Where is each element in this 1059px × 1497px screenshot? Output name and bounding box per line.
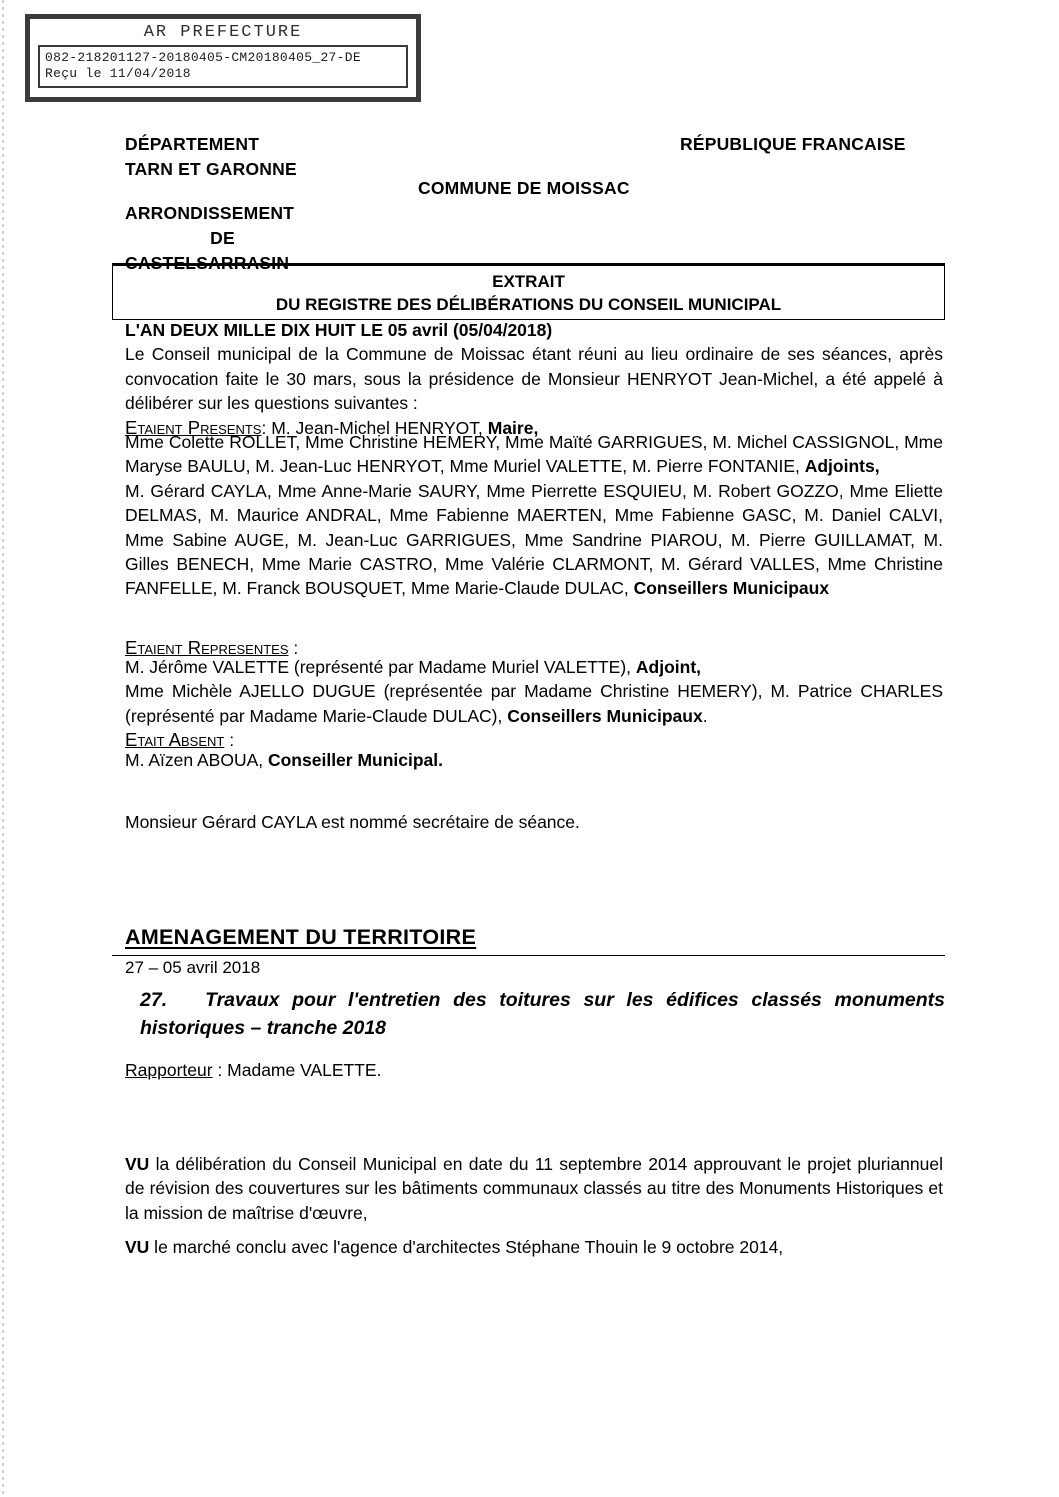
represented-label-suffix: : — [288, 638, 299, 658]
session-intro-text: Le Conseil municipal de la Commune de Moissac étant réuni au lieu ordinaire de ses séances, après convocation faite le 30 mars, sous la présidence de Monsieur HENRYOT Jean-Michel, a été appelé à délibérer sur les questions suivantes : — [125, 344, 943, 414]
present-councillors-names: M. Gérard CAYLA, Mme Anne-Marie SAURY, Mme Pierrette ESQUIEU, M. Robert GOZZO, Mme Eliette DELMAS, M. Maurice ANDRAL, Mme Fabienne MAERTEN, Mme Fabienne GASC, M. Daniel CALVI, Mme Sabine AUGE, M. Jean-Luc GARRIGUES, Mme Sandrine PIAROU, M. Pierre GUILLAMAT, M. Gilles BENECH, Mme Marie CASTRO, Mme Valérie CLARMONT, M. Gérard VALLES, Mme Christine FANFELLE, M. Franck BOUSQUET, Mme Marie-Claude DULAC, — [125, 480, 943, 599]
session-intro-block — [125, 318, 943, 440]
stamp-reference: 082-218201127-20180405-CM20180405_27-DE — [45, 50, 361, 65]
ar-prefecture-stamp — [25, 14, 421, 102]
absent-block — [125, 748, 943, 772]
represented-entry-2 — [125, 679, 943, 728]
commune-header: COMMUNE DE MOISSAC — [418, 178, 630, 198]
present-councillors-role: Conseillers Municipaux — [633, 578, 830, 599]
secretary-line: Monsieur Gérard CAYLA est nommé secrétaire de séance. — [125, 812, 580, 832]
resolution-vu-1 — [125, 1152, 943, 1225]
present-adjoints-paragraph — [125, 430, 943, 479]
republic-header: RÉPUBLIQUE FRANCAISE — [680, 134, 906, 154]
represented-block — [125, 655, 943, 728]
arrondissement-de: DE — [210, 228, 235, 248]
represented-entry-1 — [125, 655, 943, 679]
section-divider — [112, 955, 945, 956]
stamp-title: AR PREFECTURE — [143, 23, 303, 42]
represented-2-names: Mme Michèle AJELLO DUGUE (représentée par Madame Christine HEMERY), M. Patrice CHARLES (représenté par Madame Marie-Claude DULAC), — [125, 681, 943, 726]
attendees-block — [125, 430, 943, 601]
scan-edge-artifact — [2, 0, 4, 1497]
represented-label: Etaient Representes — [125, 637, 289, 658]
present-councillors-paragraph — [125, 479, 943, 601]
stamp-details — [38, 45, 408, 88]
present-adjoints-role: Adjoints, — [804, 456, 880, 477]
absent-name: M. Aïzen ABOUA, — [125, 750, 268, 770]
rapporteur-line — [125, 1060, 381, 1081]
arrondissement-label: ARRONDISSEMENT — [125, 203, 295, 223]
resolution-text: la délibération du Conseil Municipal en date du 11 septembre 2014 approuvant le projet pluriannuel de révision des couvertures sur les bâtiments communaux classés au titre des Monuments Historiques et la mission de maîtrise d'œuvre, — [125, 1154, 943, 1223]
resolution-prefix: VU — [125, 1154, 150, 1174]
absent-label-suffix: : — [224, 730, 235, 750]
department-name: TARN ET GARONNE — [125, 159, 297, 179]
department-label: DÉPARTEMENT — [125, 134, 260, 154]
deliberation-title — [140, 986, 945, 1042]
rapporteur-label: Rapporteur — [125, 1060, 213, 1080]
deliberation-number: 27. — [140, 989, 168, 1011]
present-label: Etaient Presents — [125, 416, 262, 438]
section-date-line: 27 – 05 avril 2018 — [125, 958, 261, 977]
represented-1-name: M. Jérôme VALETTE (représenté par Madame Muriel VALETTE), — [125, 657, 636, 677]
present-adjoints-names: Mme Colette ROLLET, Mme Christine HEMERY, Mme Maïté GARRIGUES, M. Michel CASSIGNOL, Mme Maryse BAULU, M. Jean-Luc HENRYOT, Mme Muriel VALETTE, M. Pierre FONTANIE, — [125, 432, 943, 477]
resolution-vu-2 — [125, 1235, 943, 1259]
represented-2-end: . — [702, 705, 708, 726]
extrait-line-2: DU REGISTRE DES DÉLIBÉRATIONS DU CONSEIL MUNICIPAL — [275, 295, 782, 314]
stamp-received-date: Reçu le 11/04/2018 — [45, 66, 191, 81]
resolution-prefix: VU — [125, 1237, 150, 1257]
extrait-line-1: EXTRAIT — [492, 272, 565, 291]
rapporteur-value: : Madame VALETTE. — [212, 1060, 382, 1080]
department-header — [125, 132, 297, 182]
represented-1-role: Adjoint, — [635, 657, 702, 677]
deliberation-title-text: Travaux pour l'entretien des toitures sur les édifices classés monuments historiques – tranche 2018 — [140, 989, 946, 1039]
resolution-text: le marché conclu avec l'agence d'architectes Stéphane Thouin le 9 octobre 2014, — [149, 1237, 784, 1257]
absent-role: Conseiller Municipal. — [267, 750, 444, 770]
represented-2-role: Conseillers Municipaux — [507, 705, 703, 726]
absent-label: Etait Absent — [125, 729, 225, 750]
present-mayor: : M. Jean-Michel HENRYOT, — [261, 417, 488, 438]
present-mayor-role: Maire, — [487, 417, 539, 438]
section-heading: AMENAGEMENT DU TERRITOIRE — [125, 925, 477, 949]
extrait-box — [112, 263, 945, 320]
session-year-line: L'AN DEUX MILLE DIX HUIT LE 05 avril (05/04/2018) — [125, 320, 553, 340]
arrondissement-name: CASTELSARRASIN — [125, 253, 290, 273]
